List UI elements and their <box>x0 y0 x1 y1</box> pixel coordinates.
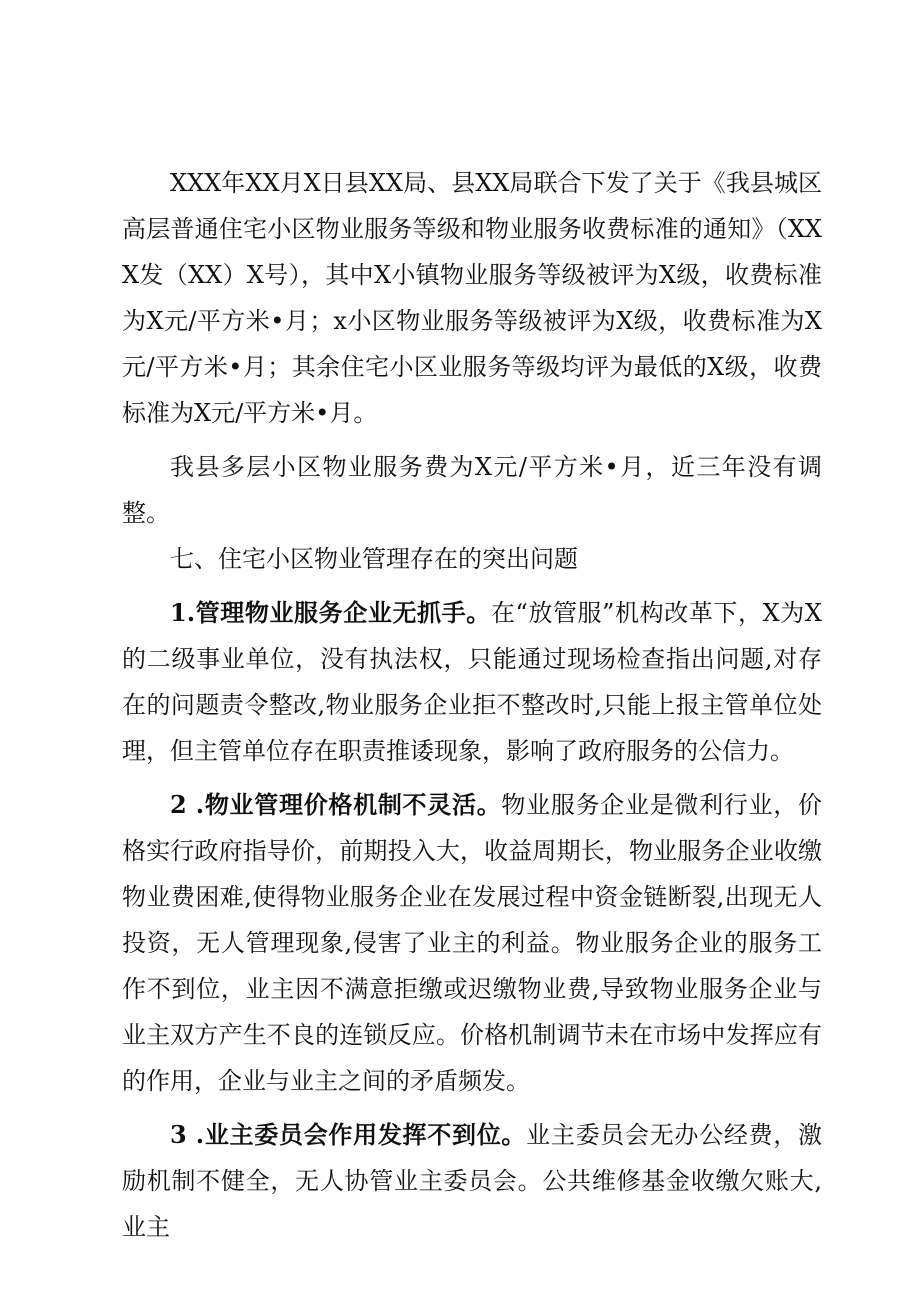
paragraph-problem-3 <box>122 1112 822 1250</box>
paragraph-lead: 2 .物业管理价格机制不灵活。 <box>170 790 502 819</box>
paragraph-text: 在“放管服”机构改革下，X为X的二级事业单位，没有执法权，只能通过现场检查指出问题,对存在的问题责令整改,物业服务企业拒不整改时,只能上报主管单位处理，但主管单位存在职责推诿现象，影响了政府服务的公信力。 <box>122 599 822 765</box>
document-body <box>122 160 822 1250</box>
section-heading-text: 七、住宅小区物业管理存在的突出问题 <box>170 545 578 573</box>
paragraph-problem-1 <box>122 590 822 774</box>
paragraph-problem-2 <box>122 782 822 1104</box>
paragraph-lead: 1.管理物业服务企业无抓手。 <box>170 598 491 627</box>
paragraph-fee-notice <box>122 160 822 436</box>
paragraph-text: 我县多层小区物业服务费为X元/平方米•月，近三年没有调整。 <box>122 453 822 527</box>
paragraph-text: 业主委员会无办公经费，激励机制不健全，无人协管业主委员会。公共维修基金收缴欠账大,业主 <box>122 1121 822 1241</box>
paragraph-lead: 3 .业主委员会作用发挥不到位。 <box>170 1120 527 1149</box>
paragraph-text: 物业服务企业是微利行业，价格实行政府指导价，前期投入大，收益周期长，物业服务企业收缴物业费困难,使得物业服务企业在发展过程中资金链断裂,出现无人投资，无人管理现象,侵害了业主的利益。物业服务企业的服务工作不到位，业主因不满意拒缴或迟缴物业费,导致物业服务企业与业主双方产生不良的连锁反应。价格机制调节未在市场中发挥应有的作用，企业与业主之间的矛盾频发。 <box>122 791 822 1095</box>
section-heading-problems <box>122 536 822 582</box>
paragraph-text: XXX年XX月X日县XX局、县XX局联合下发了关于《我县城区高层普通住宅小区物业服务等级和物业服务收费标准的通知》（XXX发（XX）X号），其中X小镇物业服务等级被评为X级，收费标准为X元/平方米•月；x小区物业服务等级被评为X级，收费标准为X元/平方米•月；其余住宅小区业服务等级均评为最低的X级，收费标准为X元/平方米•月。 <box>122 169 822 427</box>
paragraph-multistory-fee <box>122 444 822 536</box>
